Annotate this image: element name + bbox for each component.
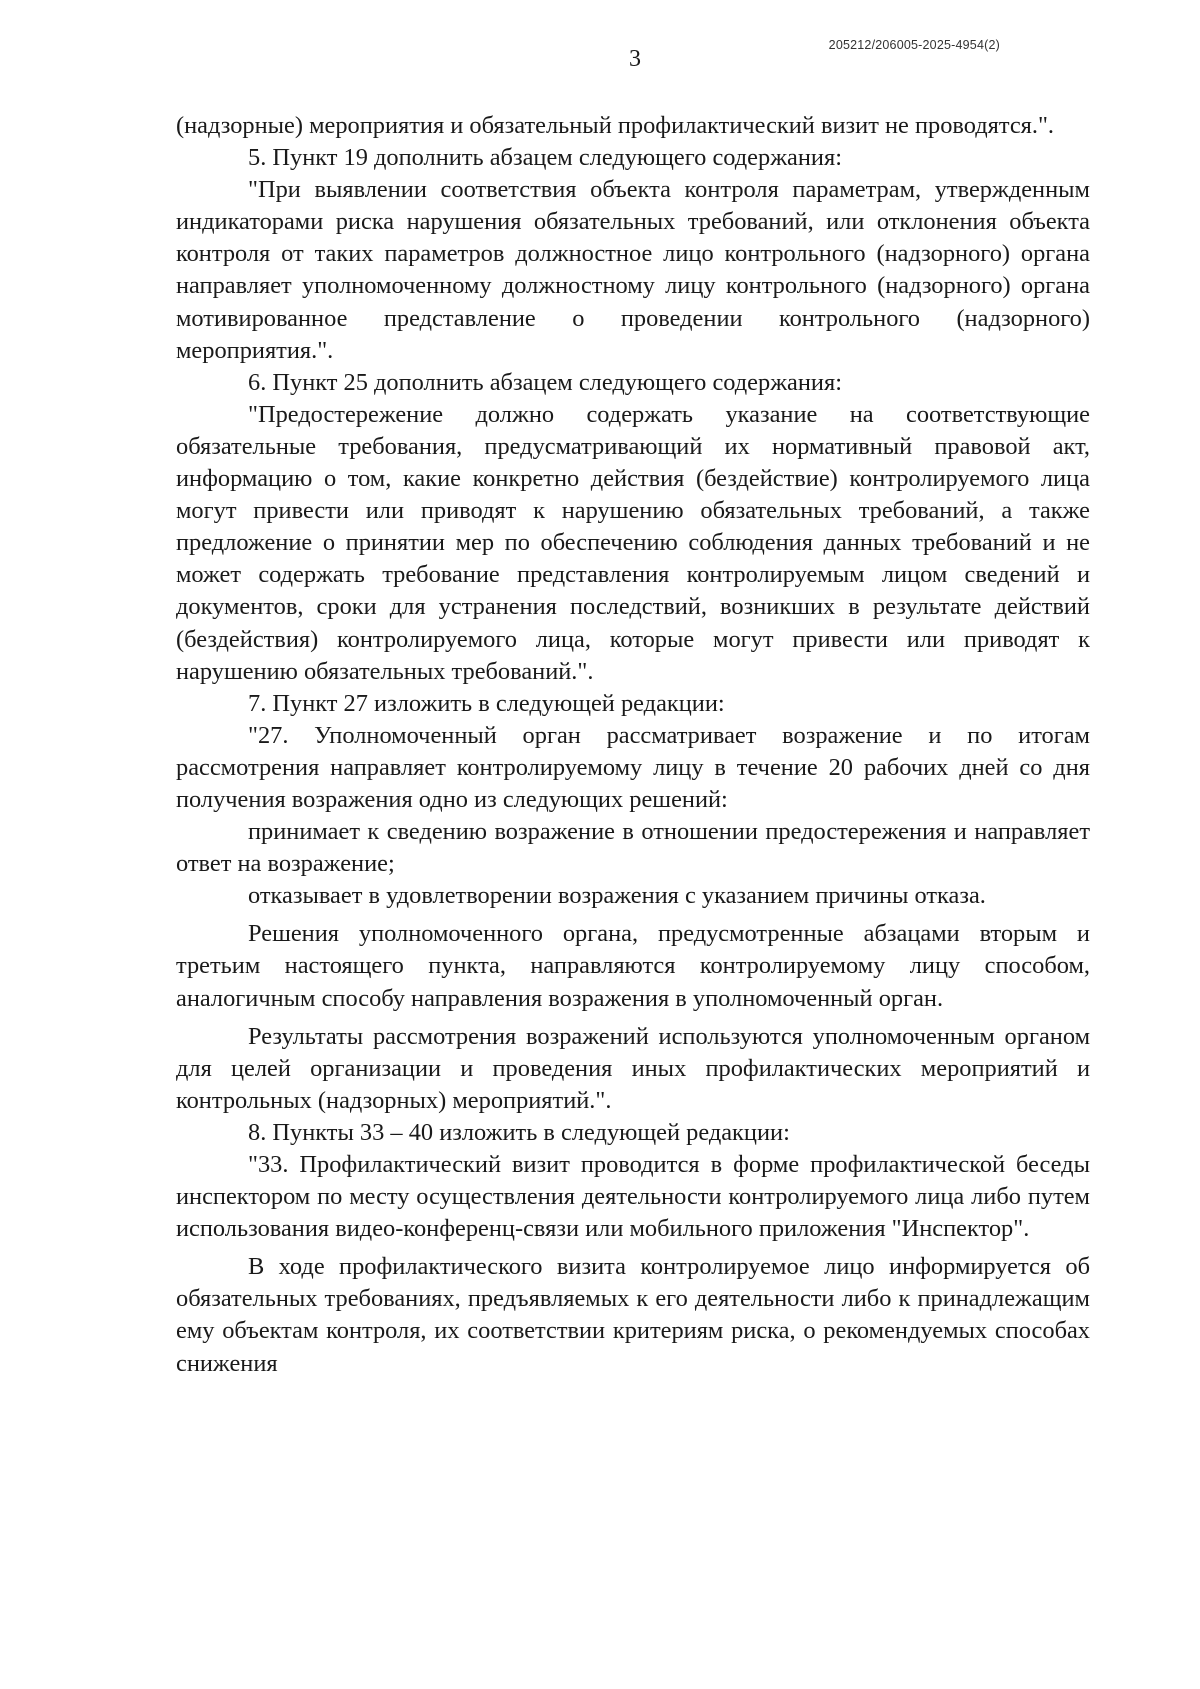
page-number: 3 (629, 46, 641, 72)
document-body (176, 110, 1090, 1380)
paragraph-visit-info: В ходе профилактического визита контролируемое лицо информируется об обязательных требованиях, предъявляемых к его деятельности либо к принадлежащим ему объектам контроля, их соответствии критериям риска, о рекомендуемых способах снижения (176, 1253, 1090, 1377)
paragraph-decisions-sent: Решения уполномоченного органа, предусмотренные абзацами вторым и третьим настоящего пункта, направляются контролируемому лицу способом, аналогичным способу направления возражения в уполномоченный орган. (176, 920, 1090, 1012)
paragraph-decision-refuse: отказывает в удовлетворении возражения с указанием причины отказа. (248, 882, 986, 910)
paragraph-item-7: 7. Пункт 27 изложить в следующей редакции: (248, 689, 725, 717)
paragraph-decision-accept: принимает к сведению возражение в отношении предостережения и направляет ответ на возражение; (176, 818, 1090, 878)
paragraph-item-8: 8. Пункты 33 – 40 изложить в следующей редакции: (248, 1118, 790, 1146)
paragraph-quote-25: "Предостережение должно содержать указание на соответствующие обязательные требования, предусматривающий их нормативный правовой акт, информацию о том, какие конкретно действия (бездействие) контролируемого лица могут привести или приводят к нарушению обязательных требований, а также предложение о принятии мер по обеспечению соблюдения данных требований и не может содержать требование представления контролируемым лицом сведений и документов, сроки для устранения последствий, возникших в результате действий (бездействия) контролируемого лица, которые могут привести или приводят к нарушению обязательных требований.". (176, 400, 1090, 685)
paragraph-quote-27: "27. Уполномоченный орган рассматривает возражение и по итогам рассмотрения направляет контролируемому лицу в течение 20 рабочих дней со дня получения возражения одно из следующих решений: (176, 721, 1090, 813)
paragraph-item-5: 5. Пункт 19 дополнить абзацем следующего содержания: (248, 144, 842, 172)
paragraph-results-used: Результаты рассмотрения возражений используются уполномоченным органом для целей организации и проведения иных профилактических мероприятий и контрольных (надзорных) мероприятий.". (176, 1022, 1090, 1114)
paragraph-item-6: 6. Пункт 25 дополнить абзацем следующего содержания: (248, 368, 842, 396)
document-id: 205212/206005-2025-4954(2) (828, 38, 1000, 52)
paragraph-quote-33: "33. Профилактический визит проводится в форме профилактической беседы инспектором по месту осуществления деятельности контролируемого лица либо путем использования видео-конференц-связи или мобильного приложения "Инспектор". (176, 1151, 1090, 1243)
paragraph-continuation: (надзорные) мероприятия и обязательный профилактический визит не проводятся.". (176, 112, 1055, 139)
paragraph-quote-19: "При выявлении соответствия объекта контроля параметрам, утвержденным индикаторами риска нарушения обязательных требований, или отклонения объекта контроля от таких параметров должностное лицо контрольного (надзорного) органа направляет уполномоченному должностному лицу контрольного (надзорного) органа мотивированное представление о проведении контрольного (надзорного) мероприятия.". (176, 176, 1090, 364)
